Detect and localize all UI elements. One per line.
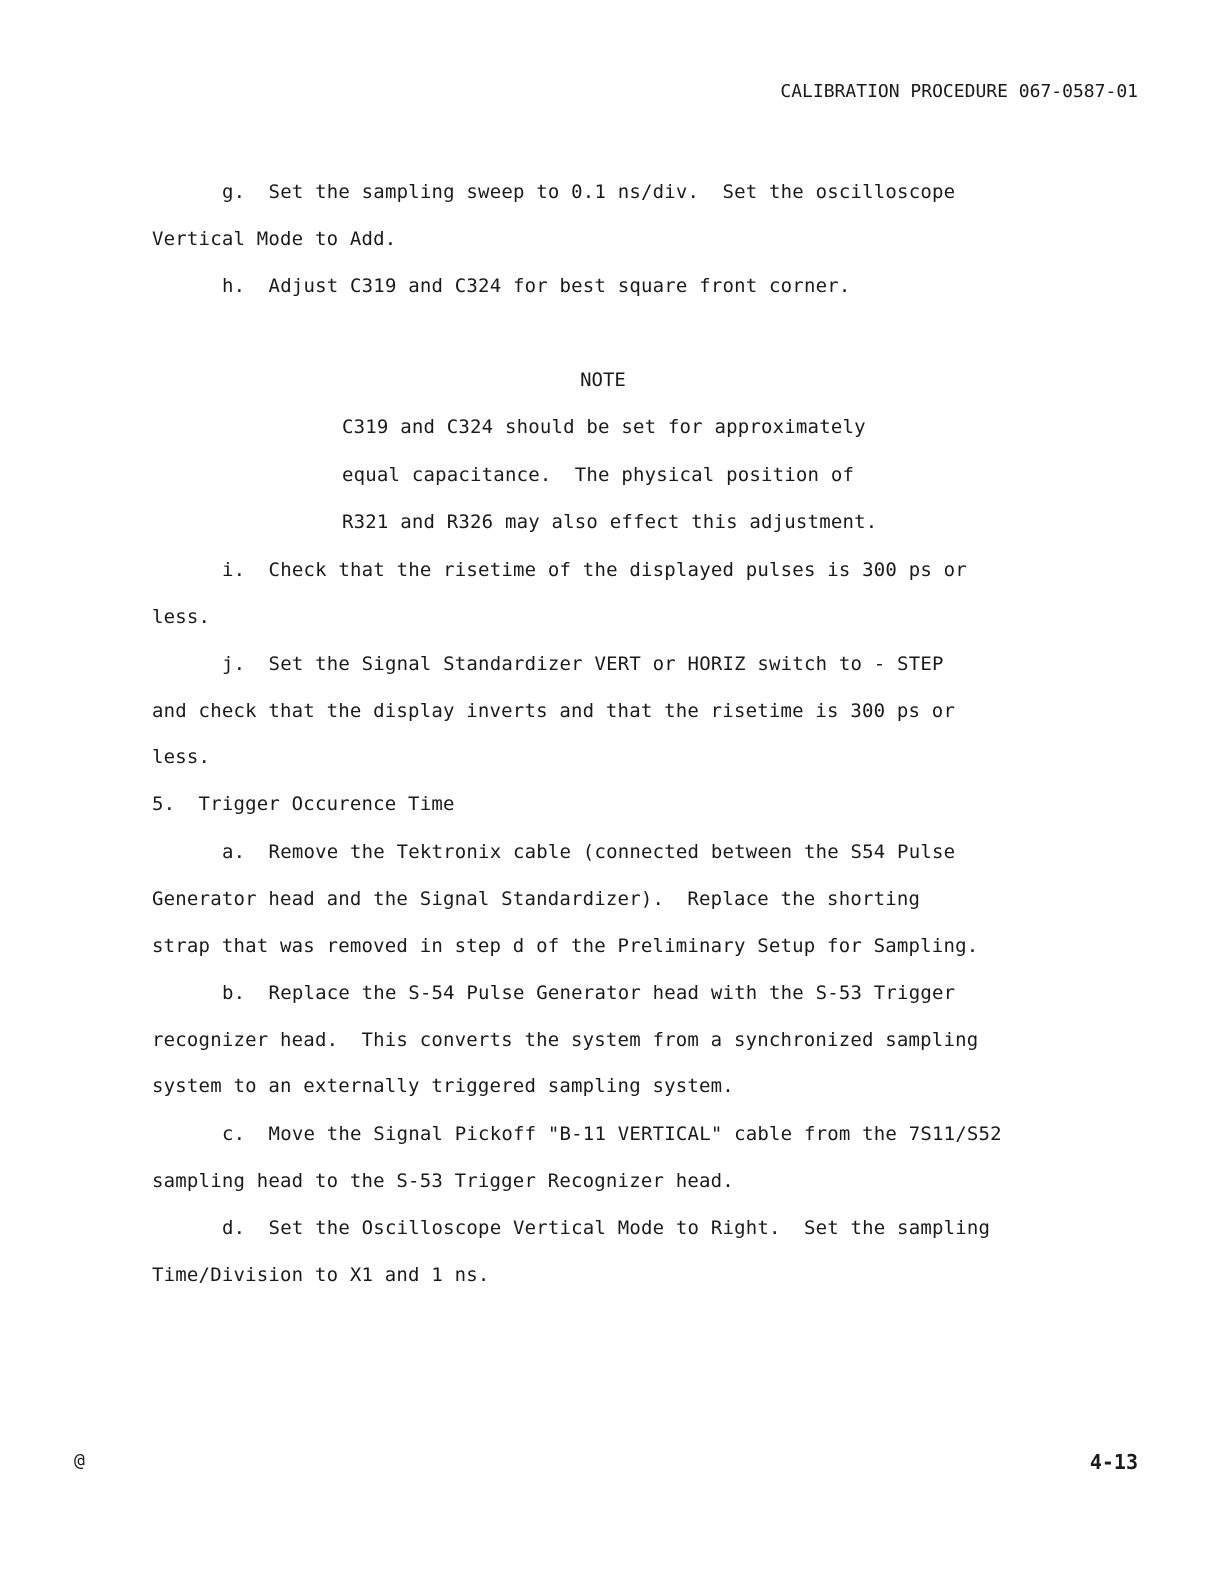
step-d-line-2: Time/Division to X1 and 1 ns.	[152, 1264, 490, 1286]
step-a-line-2: Generator head and the Signal Standardizer). Replace the shorting	[152, 888, 921, 910]
step-j-line-3: less.	[152, 746, 211, 768]
note-line-2: equal capacitance. The physical position of	[342, 464, 855, 486]
step-g-line-2: Vertical Mode to Add.	[152, 228, 397, 250]
step-c-line-2: sampling head to the S-53 Trigger Recognizer head.	[152, 1170, 734, 1192]
step-a-line-1: a. Remove the Tektronix cable (connected between the S54 Pulse	[222, 841, 956, 863]
step-i-line-1: i. Check that the risetime of the displayed pulses is 300 ps or	[222, 559, 967, 581]
step-b-line-3: system to an externally triggered sampling system.	[152, 1075, 734, 1097]
note-line-1: C319 and C324 should be set for approximately	[342, 416, 866, 438]
step-b-line-1: b. Replace the S-54 Pulse Generator head with the S-53 Trigger	[222, 982, 956, 1004]
note-title: NOTE	[580, 369, 626, 391]
note-line-3: R321 and R326 may also effect this adjustment.	[342, 511, 878, 533]
step-h-line-1: h. Adjust C319 and C324 for best square front corner.	[222, 275, 851, 297]
step-j-line-2: and check that the display inverts and that the risetime is 300 ps or	[152, 700, 956, 722]
step-c-line-1: c. Move the Signal Pickoff "B-11 VERTICAL" cable from the 7S11/S52	[222, 1123, 1002, 1145]
step-j-line-1: j. Set the Signal Standardizer VERT or HORIZ switch to - STEP	[222, 653, 944, 675]
step-i-line-2: less.	[152, 606, 211, 628]
section-5-heading: 5. Trigger Occurence Time	[152, 793, 455, 815]
step-g-line-1: g. Set the sampling sweep to 0.1 ns/div. Set the oscilloscope	[222, 181, 956, 203]
page-number: 4-13	[1089, 1450, 1138, 1474]
copyright-mark: @	[74, 1450, 85, 1471]
step-a-line-3: strap that was removed in step d of the Preliminary Setup for Sampling.	[152, 935, 979, 957]
step-b-line-2: recognizer head. This converts the system from a synchronized sampling	[152, 1029, 979, 1051]
step-d-line-1: d. Set the Oscilloscope Vertical Mode to Right. Set the sampling	[222, 1217, 991, 1239]
page-header: CALIBRATION PROCEDURE 067-0587-01	[780, 81, 1138, 102]
